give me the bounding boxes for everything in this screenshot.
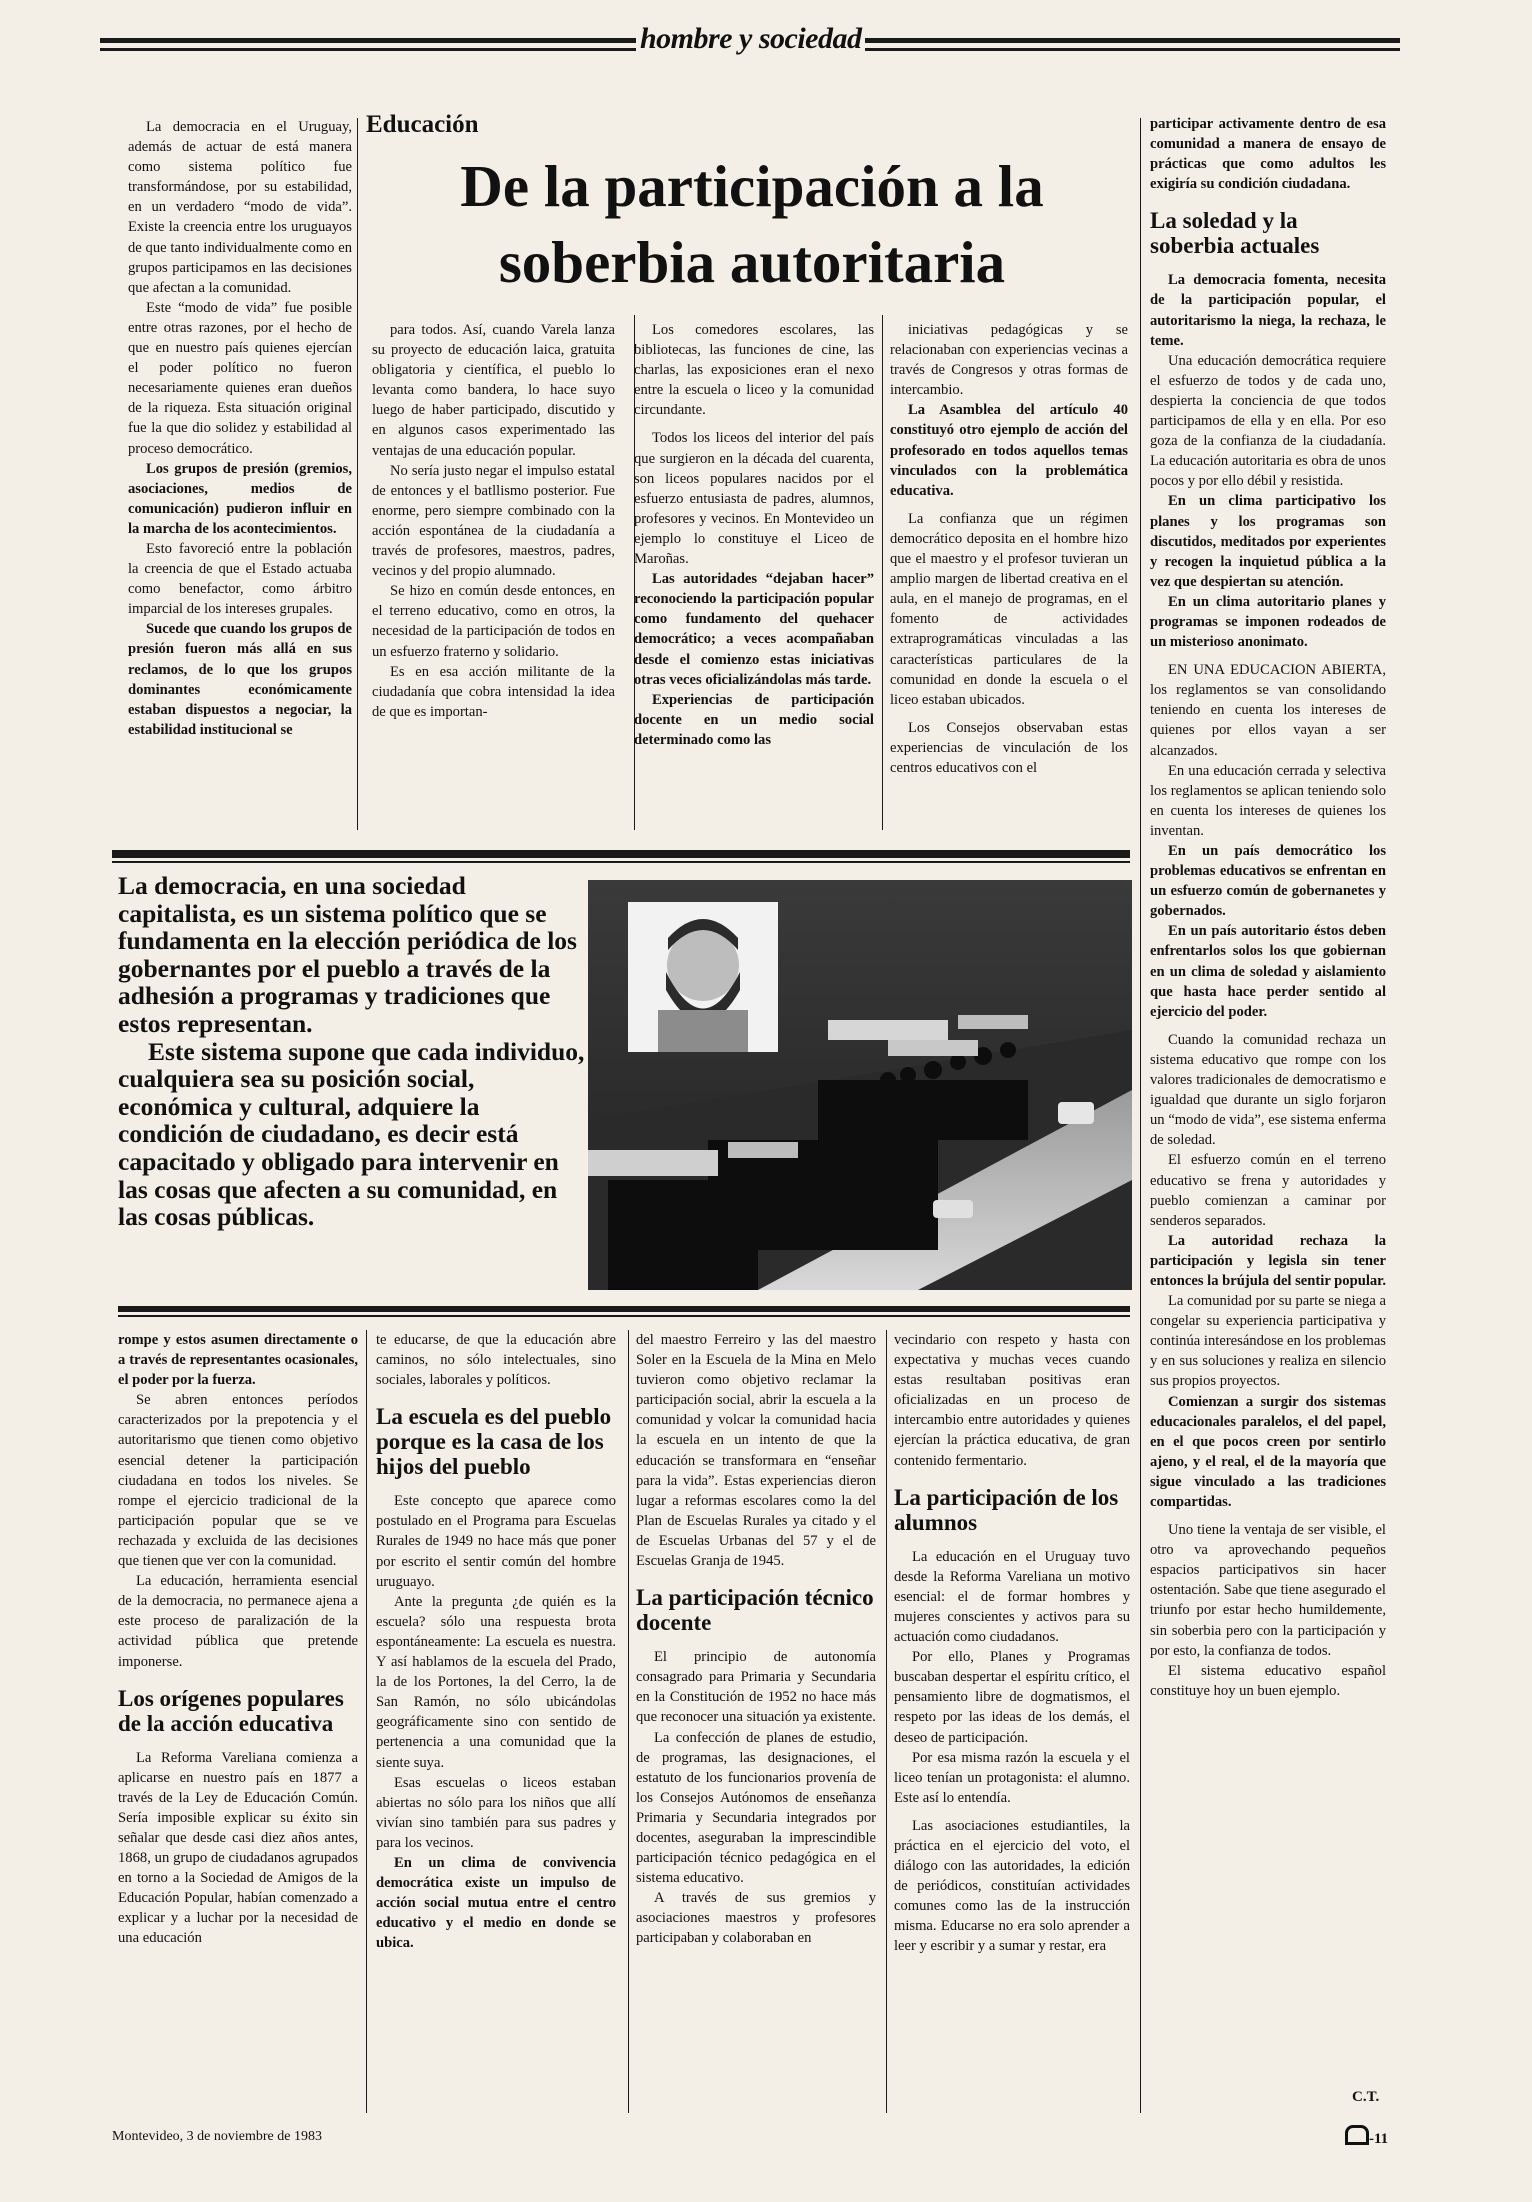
paragraph: Los Consejos observaban estas experiencias de vinculación de los centros educativos con el: [890, 719, 1128, 776]
paragraph: Este “modo de vida” fue posible entre otras razones, por el hecho de que en nuestro país quienes ejercían el poder político no fueron necesariamente quienes eran dueños de la riqueza. Esta situación original fue la que dio solidez y estabilidad al proceso democrático.: [128, 299, 352, 457]
column-rule: [357, 118, 358, 830]
paragraph: En un clima autoritario planes y programas se imponen rodeados de un misterioso anonimato.: [1150, 593, 1386, 651]
column-1-bottom: [118, 1330, 358, 2110]
paragraph: EN UNA EDUCACION ABIERTA, los reglamentos se van consolidando teniendo en cuenta los intereses de quienes por ellos vayan a ser alcanzados.: [1150, 662, 1386, 759]
paragraph: Una educación democrática requiere el esfuerzo de todos y de cada uno, despierta la conciencia de que todos participamos de ella y en ella. Por eso goza de la confianza de la ciudadanía. La educación autoritaria es obra de unos pocos y por ello débil y resistida.: [1150, 352, 1386, 490]
paragraph: La confección de planes de estudio, de programas, las designaciones, el estatuto de los funcionarios provenía de los Consejos Autónomos de enseñanza Primaria y Secundaria integrados por docentes, aseguraban la imprescindible participación técnico pedagógica en el sistema educativo.: [636, 1729, 876, 1887]
paragraph: Experiencias de participación docente en un medio social determinado como las: [634, 691, 874, 748]
column-5: [1150, 114, 1386, 2074]
paragraph: La educación, herramienta esencial de la democracia, no permanece ajena a este proceso de paralización de la actividad pública que pretende imponerse.: [118, 1573, 358, 1670]
article-kicker: Educación: [366, 111, 479, 138]
publication-date: Montevideo, 3 de noviembre de 1983: [112, 2129, 322, 2144]
band-rule-top: [112, 850, 1130, 858]
pull-quote-paragraph: Este sistema supone que cada individuo, cualquiera sea su posición social, económica y cultural, adquiere la condición de ciudadano, es decir está capacitado y obligado para intervenir en las cosas que afecten a su comunidad, en las cosas públicas.: [118, 1036, 585, 1232]
column-rule: [882, 315, 883, 830]
paragraph: La Reforma Vareliana comienza a aplicarse en nuestro país en 1877 a través de la Ley de Educación Común. Sería imposible explicar su éxito sin señalar que desde casi diez años antes, 1868, un grupo de ciudadanos agrupados en torno a la Sociedad de Amigos de la Educación Popular, habían comenzado a explicar y a luchar por la necesidad de una educación: [118, 1749, 358, 1947]
paragraph: Las autoridades “dejaban hacer” reconociendo la participación popular como fundamento del quehacer democrático; a veces acompañaban desde el comienzo estas iniciativas otras veces oficializándolas más tarde.: [634, 571, 874, 688]
paragraph: En una educación cerrada y selectiva los reglamentos se aplican teniendo solo en cuenta los intereses de quienes los inventan.: [1150, 762, 1386, 839]
column-4-bottom: [894, 1330, 1130, 2110]
protest-photo: [588, 880, 1132, 1290]
paragraph: En un país democrático los problemas educativos se enfrentan en un esfuerzo común de gobernanetes y gobernados.: [1150, 843, 1386, 920]
protest-photo-graphic: [588, 880, 1132, 1290]
paragraph: Por ello, Planes y Programas buscaban despertar el espíritu crítico, el pensamiento libre de dogmatismos, el respeto por las ideas de los demás, el deseo de participación.: [894, 1649, 1130, 1746]
subheading: La soledad y la soberbia actuales: [1150, 208, 1320, 259]
paragraph: para todos. Así, cuando Varela lanza su proyecto de educación laica, gratuita obligatoria y científica, el pueblo lo levanta como bandera, lo hace suyo luego de haber participado, discutido y en algunos casos experimentado las ventajas de una educación popular.: [372, 322, 615, 459]
paragraph: Ante la pregunta ¿de quién es la escuela? sólo una respuesta brota espontáneamente: La escuela es nuestra. Y así hablamos de la escuela del Prado, la de los Portones, la del Cerro, la de San Ramón, no sólo ubicándolas geográficamente sino con sentido de pertenencia a una comunidad que la siente suya.: [376, 1593, 616, 1771]
paragraph: Esas escuelas o liceos estaban abiertas no sólo para los niños que allí vivían sino también para sus padres y para los vecinos.: [376, 1774, 616, 1851]
paragraph: vecindario con respeto y hasta con expectativa y muchas veces cuando estas resultaban positivas eran oficializadas en un proceso de intercambio entre autoridades y quienes ejercían la práctica educativa, de gran contenido fermentario.: [894, 1332, 1130, 1469]
paragraph: iniciativas pedagógicas y se relacionaban con experiencias vecinas a través de Congresos y otras formas de intercambio.: [890, 322, 1128, 399]
paragraph: Comienzan a surgir dos sistemas educacionales paralelos, el del papel, en el que pocos creen por sentirlo ajeno, y el real, el de la mayoría que sigue vinculado a las tradiciones compartidas.: [1150, 1393, 1386, 1510]
paragraph: En un clima participativo los planes y los programas son discutidos, meditados por experientes y recogen la inquietud pública a la vez que despiertan su atención.: [1150, 493, 1386, 590]
paragraph: A través de sus gremios y asociaciones maestros y profesores participaban y colaboraban en: [636, 1890, 876, 1947]
article-headline: De la participación a la soberbia autoritaria: [460, 153, 1044, 295]
band-rule-bottom-thin: [118, 1315, 1130, 1317]
paragraph: Uno tiene la ventaja de ser visible, el otro va aprovechando pequeños espacios participativos sin hacer ostentación. Sabe que tiene asegurado el triunfo por estar hecho humildemente, sin soberbia pero con la participación y por esto, la confianza de todos.: [1150, 1522, 1386, 1659]
subheading: La escuela es del pueblo porque es la casa de los hijos del pueblo: [376, 1404, 612, 1480]
column-3-top: [634, 320, 874, 838]
column-rule: [366, 1330, 367, 2113]
subheading: La participación de los alumnos: [894, 1484, 1119, 1535]
paragraph: Todos los liceos del interior del país que surgieron en la década del cuarenta, son liceos populares nacidos por el esfuerzo entusiasta de padres, alumnos, profesores y vecinos. En Montevideo un ejemplo lo constituye el Liceo de Maroñas.: [634, 430, 874, 568]
paragraph: En un clima de convivencia democrática existe un impulso de acción social mutua entre el centro educativo y el medio en donde se ubica.: [376, 1854, 616, 1952]
paragraph: Es en esa acción militante de la ciudadanía que cobra intensidad la idea de que es importan-: [372, 663, 615, 720]
paragraph: Se hizo en común desde entonces, en el terreno educativo, como en otros, la necesidad de la participación de todos en un esfuerzo fraterno y solidario.: [372, 583, 615, 660]
paragraph: El sistema educativo español constituye hoy un buen ejemplo.: [1150, 1662, 1386, 1699]
column-rule: [628, 1330, 629, 2113]
column-2-top: [372, 320, 615, 838]
paragraph: En un país autoritario éstos deben enfrentarlos solos los que gobiernan en un clima de soledad y aislamiento que hasta hace perder sentido al ejercicio del poder.: [1150, 923, 1386, 1020]
paragraph: participar activamente dentro de esa comunidad a manera de ensayo de prácticas que como adultos les exigiría su condición ciudadana.: [1150, 116, 1386, 193]
paragraph: Este concepto que aparece como postulado en el Programa para Escuelas Rurales de 1949 no hace más que poner por escrito el sentir común del hombre uruguayo.: [376, 1493, 616, 1590]
paragraph: Los comedores escolares, las bibliotecas, las funciones de cine, las charlas, las exposiciones eran el nexo entre la escuela o liceo y la comunidad circundante.: [634, 322, 874, 419]
paragraph: La educación en el Uruguay tuvo desde la Reforma Vareliana un motivo esencial: el de formar hombres y mujeres conscientes y activos para su actuación como ciudadanos.: [894, 1548, 1130, 1646]
paragraph: El principio de autonomía consagrado para Primaria y Secundaria en la Constitución de 1952 no hace más que reconocer una situación ya existente.: [636, 1649, 876, 1726]
paragraph: Las asociaciones estudiantiles, la práctica en el ejercicio del voto, el diálogo con las autoridades, la edición de periódicos, constituían actividades comunes como las de la instrucción misma. Educarse no era solo aprender a leer y escribir y a sumar y restar, era: [894, 1817, 1130, 1955]
paragraph: rompe y estos asumen directamente o a través de representantes ocasionales, el poder por la fuerza.: [118, 1332, 358, 1389]
column-3-bottom: [636, 1330, 876, 2110]
paragraph: Los grupos de presión (gremios, asociaciones, medios de comunicación) pudieron influir en la marcha de los acontecimientos.: [128, 460, 352, 537]
author-initials: C.T.: [1352, 2089, 1380, 2105]
paragraph: La comunidad por su parte se niega a congelar su experiencia participativa y continúa interesándose en los problemas y en sus soluciones y realiza en silencio sus propios proyectos.: [1150, 1293, 1386, 1390]
band-rule-bottom: [118, 1306, 1130, 1312]
publication-logo-icon: [1345, 2125, 1369, 2145]
paragraph: Sucede que cuando los grupos de presión fueron más allá en sus reclamos, de lo que los grupos dominantes económicamente estaban dispuestos a negociar, la estabilidad institucional se: [128, 621, 352, 738]
paragraph: Por esa misma razón la escuela y el liceo tenían un protagonista: el alumno. Este así lo entendía.: [894, 1749, 1130, 1806]
band-rule-top-thin: [112, 861, 1130, 863]
subheading: La participación técnico docente: [636, 1585, 874, 1636]
paragraph: Esto favoreció entre la población la creencia de que el Estado actuaba como benefactor, como árbitro imparcial de los intereses grupales.: [128, 540, 352, 618]
column-rule: [886, 1330, 887, 2113]
paragraph: La democracia fomenta, necesita de la participación popular, el autoritarismo la niega, la rechaza, le teme.: [1150, 272, 1386, 349]
section-title: hombre y sociedad: [636, 22, 865, 56]
paragraph: La Asamblea del artículo 40 constituyó otro ejemplo de acción del profesorado en todos aquellos temas vinculados con la problemática educativa.: [890, 402, 1128, 499]
column-rule: [1140, 118, 1141, 2113]
subheading: Los orígenes populares de la acción educativa: [118, 1685, 344, 1736]
column-2-bottom: [376, 1330, 616, 2110]
page-number-text: -11: [1369, 2131, 1389, 2147]
paragraph: del maestro Ferreiro y las del maestro Soler en la Escuela de la Mina en Melo tuvieron como objetivo reclamar la participación social, abrir la escuela a la comunidad y volcar la comunidad hacia la escuela en un intento de que la educación se transformara en “enseñar para la vida”. Estas experiencias dieron lugar a reformas escolares como la del Plan de Escuelas Rurales ya citado y el de Escuelas Urbanas del 57 y el de Escuelas Granja de 1945.: [636, 1332, 876, 1570]
paragraph: La confianza que un régimen democrático deposita en el hombre hizo que el maestro y el profesor tuvieran un amplio margen de libertad creativa en el aula, en el manejo de programas, en el fomento de actividades extraprogramáticas vinculadas a las características particulares de la comunidad en donde la escuela o el liceo estaban ubicados.: [890, 510, 1128, 708]
column-4-top: [890, 320, 1128, 838]
page-number: [1345, 2125, 1388, 2148]
pull-quote-paragraph: La democracia, en una sociedad capitalista, es un sistema político que se fundamenta en la elección periódica de los gobernantes por el pueblo a través de la adhesión a programas y tradiciones que estos representan.: [118, 871, 577, 1038]
paragraph: No sería justo negar el impulso estatal de entonces y el batllismo posterior. Fue enorme, pero siempre combinado con la acción espontánea de la ciudadanía a través de profesores, maestros, padres, vecinos y del propio alumnado.: [372, 462, 615, 580]
column-1-top: [128, 117, 352, 839]
paragraph: La democracia en el Uruguay, además de actuar de está manera como sistema político fue transformándose, por su estabilidad, en un verdadero “modo de vida”. Existe la creencia entre los uruguayos de que tanto individualmente como en grupos participamos en las decisiones que afectan a la comunidad.: [128, 119, 352, 296]
pull-quote: [118, 872, 586, 1231]
paragraph: te educarse, de que la educación abre caminos, no sólo intelectuales, sino sociales, laborales y políticos.: [376, 1332, 616, 1389]
paragraph: Se abren entonces períodos caracterizados por la prepotencia y el autoritarismo que tienen como objetivo esencial detener la participación ciudadana en todos los niveles. Se rompe el ejercicio tradicional de la participación popular que se ve rechazada y excluida de las decisiones que tienen que ver con la comunidad.: [118, 1392, 358, 1570]
paragraph: El esfuerzo común en el terreno educativo se frena y autoridades y pueblo comienzan a caminar por senderos separados.: [1150, 1152, 1386, 1229]
paragraph: Cuando la comunidad rechaza un sistema educativo que rompe con los valores tradicionales de democratismo e igualdad que durante un siglo forjaron un “modo de vida”, ese sistema enferma de soledad.: [1150, 1031, 1386, 1149]
paragraph: La autoridad rechaza la participación y legisla sin tener entonces la brújula del sentir popular.: [1150, 1232, 1386, 1289]
